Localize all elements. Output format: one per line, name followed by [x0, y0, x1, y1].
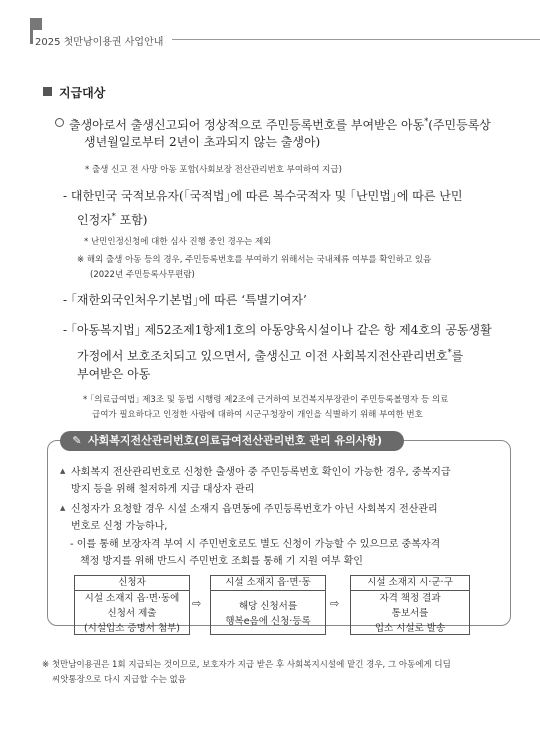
- note-4-line-1: * ｢의료급여법｣ 제3조 및 동법 시행령 제2조에 근거하여 보건복지부장관이 주민등록볼명자 등 의료: [83, 395, 449, 405]
- section-square-icon: [43, 87, 52, 96]
- footer-note-line-1: ※ 첫만남이용권은 1회 지급되는 것이므로, 보호자가 지급 받은 후 사회복지시설에 맡긴 경우, 그 아동에게 디딤: [42, 660, 451, 670]
- flow-step-head: 신청자: [75, 576, 189, 591]
- box-item-2-line-1: 신청자가 요청할 경우 시설 소재지 읍면동에 주민등록번호가 아닌 사회복지 전산관리: [71, 504, 438, 515]
- dash-3-line-2-text: 가정에서 보호조치되고 있으면서, 출생신고 이전 사회복지전산관리번호: [77, 349, 448, 363]
- box-item-2-sub-1: - 이를 통해 보장자격 부여 시 주민번호로도 별도 신청이 가능할 수 있으므로 중복자격: [70, 539, 441, 550]
- flow-step-district-office: [210, 575, 326, 635]
- box-item-2-line-2: 번호로 신청 가능하나,: [71, 521, 168, 532]
- note-1: * 출생 신고 전 사망 아동 포함(사회보장 전산관리번호 부여하여 지급): [85, 165, 342, 175]
- flow-step-city-office: [350, 575, 470, 635]
- flow-step-head: 시설 소재지 읍·면·동: [211, 576, 325, 591]
- dash-2: - ｢재한외국인처우기본법｣에 따른 ‘특별기여자’: [63, 293, 307, 307]
- note-2: * 난민인정신청에 대한 심사 진행 중인 경우는 제외: [84, 237, 272, 247]
- flow-step-head: 시설 소재지 시·군·구: [351, 576, 469, 591]
- circle-bullet-icon: [55, 118, 64, 127]
- note-3-line-1: ※ 해외 출생 아동 등의 경우, 주민등록번호를 부여하기 위해서는 국내체류 여부를 확인하고 있음: [77, 255, 432, 265]
- flow-step-line: 해당 신청서를: [238, 601, 298, 612]
- dash-3-line-1: - ｢아동복지법｣ 제52조제1항제1호의 아동양육시설이나 같은 항 제4호의 공동생활: [63, 323, 492, 337]
- flow-step-line: 시설 소재지 읍·면·동에: [84, 593, 180, 604]
- box-item-2-sub-2: 책정 방지를 위해 반드시 주민번호 조회를 통해 기 지원 여부 확인: [80, 556, 363, 567]
- dash-3-line-3: 부여받은 아동: [77, 367, 151, 381]
- note-4-line-2: 급여가 필요하다고 인정한 사람에 대하여 시군구청장이 개인을 식별하기 위해 부여한 번호: [92, 410, 423, 420]
- dash-1-star: *: [111, 212, 116, 221]
- note-3-line-2: (2022년 주민등록사무편람): [90, 270, 195, 280]
- flow-step-line: 자격 책정 결과: [379, 593, 441, 604]
- flow-step-line: (시설입소 증명서 첨부): [83, 623, 181, 634]
- bullet-line-1: [69, 112, 491, 135]
- notice-box-title: 사회복지전산관리번호(의료급여전산관리번호 관리 유의사항): [88, 434, 382, 447]
- dash-1-line-2: [77, 207, 147, 230]
- flow-step-applicant: [74, 575, 190, 635]
- flow-arrow-icon: ⇨: [330, 597, 340, 610]
- dash-3-star: *: [447, 348, 452, 357]
- flow-step-line: 신청서 제출: [107, 608, 157, 619]
- dash-3-line-2: [77, 343, 463, 366]
- box-item-1-line-2: 방지 등을 위해 철저하게 지급 대상자 관리: [71, 484, 255, 495]
- footer-note-line-2: 씨앗통장으로 다시 지급할 수는 없음: [52, 675, 186, 685]
- dash-1-line-2-text: 인정자: [77, 213, 112, 227]
- dash-1-line-2-tail: 포함): [115, 213, 148, 227]
- bullet-line-1-text: 출생아로서 출생신고되어 정상적으로 주민등록번호를 부여받은 아동: [69, 118, 425, 132]
- triangle-bullet-icon: ▲: [60, 504, 66, 512]
- flow-step-body: [75, 591, 189, 636]
- header-title: 2025 첫만남이용권 사업안내: [35, 37, 164, 48]
- header-corner-bar: [30, 18, 33, 44]
- flow-arrow-icon: ⇨: [192, 597, 202, 610]
- header-rule: [172, 39, 540, 40]
- dash-1-line-1: - 대한민국 국적보유자(｢국적법｣에 따른 복수국적자 및 ｢난민법｣에 따른 난민: [63, 189, 463, 203]
- triangle-bullet-icon: ▲: [60, 467, 66, 475]
- bullet-star: *: [424, 117, 429, 126]
- flow-step-line: 통보서를: [391, 608, 429, 619]
- bullet-line-2: 생년월일로부터 2년이 초과되지 않는 출생아): [84, 135, 321, 149]
- dash-3-line-2-tail: 를: [451, 349, 464, 363]
- flow-step-body: [211, 591, 325, 629]
- box-item-1-line-1: 사회복지 전산관리번호로 신청한 출생아 중 주민등록번호 확인이 가능한 경우, 중복지급: [71, 467, 451, 478]
- bullet-line-1-tail: (주민등록상: [428, 118, 491, 132]
- flow-step-body: [351, 591, 469, 636]
- flow-step-line: 행복e음에 신청·등록: [225, 616, 311, 627]
- notice-box-header: [60, 431, 404, 451]
- flow-step-line: 입소 시설로 발송: [374, 623, 446, 634]
- section-title: 지급대상: [59, 86, 106, 100]
- pencil-icon: ✎: [72, 434, 82, 447]
